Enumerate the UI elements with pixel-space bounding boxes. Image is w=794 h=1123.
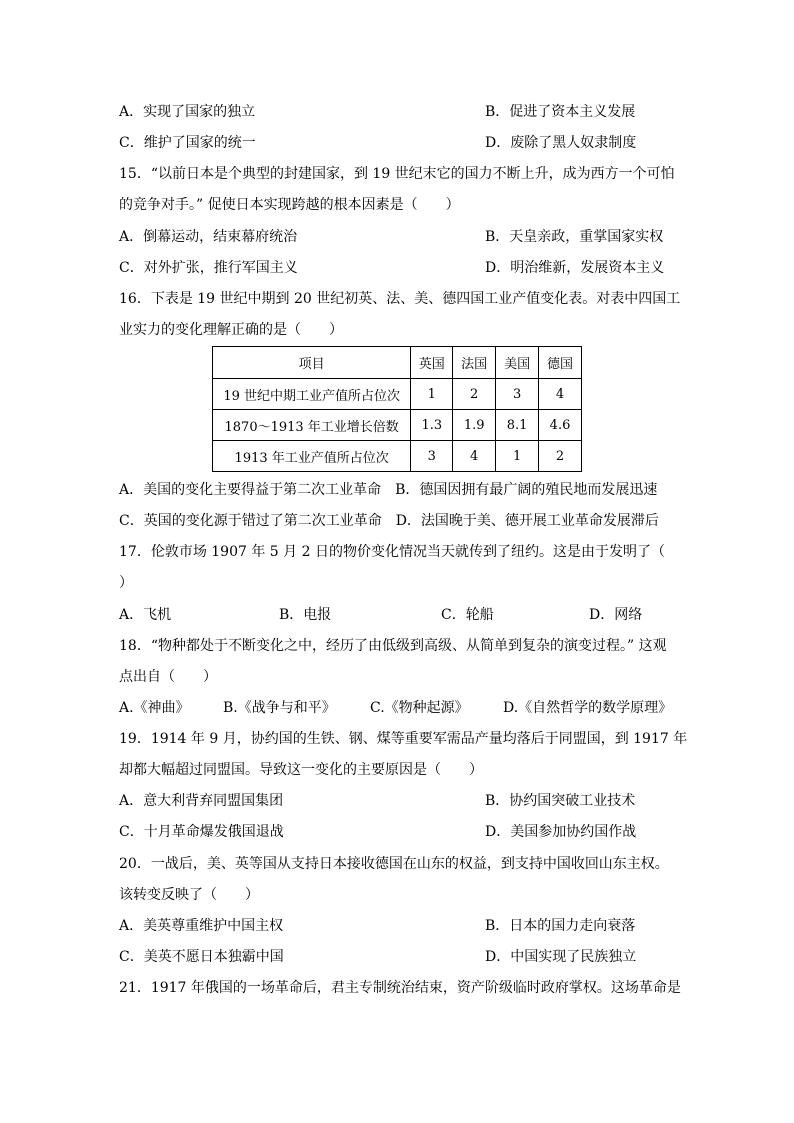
table-row-label: 1913 年工业产值所占位次 — [213, 441, 411, 472]
q17-option-b: B．电报 — [279, 607, 332, 623]
q20-stem-line-1: 20．一战后，美、英等国从支持日本接收德国在山东的权益，到支持中国收回山东主权。 — [119, 856, 669, 872]
table-cell: 1.9 — [453, 410, 496, 441]
table-cell: 4 — [539, 379, 582, 410]
q18-option-a: A.《神曲》 — [119, 700, 190, 716]
q18-option-b: B.《战争与和平》 — [223, 700, 336, 716]
q18-stem-line-1: 18．“物种都处于不断变化之中，经历了由低级到高级、从简单到复杂的演变过程。” 这观 — [119, 638, 667, 654]
q14-option-b: B．促进了资本主义发展 — [485, 104, 636, 120]
q19-stem-line-2: 却都大幅超过同盟国。导致这一变化的主要原因是（ ） — [119, 762, 483, 778]
q17-option-a: A．飞机 — [119, 607, 172, 623]
table-row — [213, 379, 582, 410]
q16-option-line-2: C．英国的变化源于错过了第二次工业革命 D．法国晚于美、德开展工业革命发展滞后 — [119, 513, 659, 529]
table-header-france: 法国 — [453, 347, 496, 379]
q18-option-d: D.《自然哲学的数学原理》 — [503, 700, 673, 716]
q16-stem-line-1: 16．下表是 19 世纪中期到 20 世纪初英、法、美、德四国工业产值变化表。对表中四国工 — [119, 291, 681, 307]
q15-option-a: A．倒幕运动，结束幕府统治 — [119, 229, 298, 245]
table-row-label: 1870～1913 年工业增长倍数 — [213, 410, 411, 441]
q19-option-a: A．意大利背弃同盟国集团 — [119, 793, 284, 809]
q19-stem-line-1: 19．1914 年 9 月，协约国的生铁、钢、煤等重要军需品产量均落后于同盟国，到 1917 年 — [119, 731, 688, 747]
q17-stem-line-1: 17．伦敦市场 1907 年 5 月 2 日的物价变化情况当天就传到了纽约。这是由于发明了（ — [119, 544, 665, 560]
q15-stem-line-2: 的竞争对手。” 促使日本实现跨越的根本因素是（ ） — [119, 197, 460, 213]
table-header-britain: 英国 — [411, 347, 453, 379]
q17-option-c: C．轮船 — [441, 607, 494, 623]
q19-option-row-1 — [119, 791, 636, 811]
q14-option-c: C．维护了国家的统一 — [119, 135, 256, 151]
q17-option-d: D．网络 — [589, 607, 643, 623]
q17-stem-line-2: ） — [119, 575, 133, 591]
industrial-output-table — [212, 346, 582, 472]
q15-option-row-2 — [119, 258, 665, 278]
q18-option-c: C.《物种起源》 — [370, 700, 469, 716]
q19-option-b: B．协约国突破工业技术 — [485, 793, 636, 809]
q20-option-row-2 — [119, 947, 637, 967]
table-header-item: 项目 — [213, 347, 411, 379]
table-cell: 1.3 — [411, 410, 453, 441]
table-cell: 2 — [539, 441, 582, 472]
q18-option-row — [119, 698, 673, 718]
q20-stem-line-2: 该转变反映了（ ） — [119, 887, 259, 903]
q19-option-d: D．美国参加协约国作战 — [485, 824, 637, 840]
q15-stem-line-1: 15．“以前日本是个典型的封建国家，到 19 世纪末它的国力不断上升，成为西方一个可怕 — [119, 166, 675, 182]
table-cell: 8.1 — [496, 410, 539, 441]
q20-option-b: B．日本的国力走向衰落 — [485, 918, 636, 934]
table-cell: 3 — [411, 441, 453, 472]
q19-option-row-2 — [119, 822, 637, 842]
q21-stem-line-1: 21．1917 年俄国的一场革命后，君主专制统治结束，资产阶级临时政府掌权。这场革命是 — [119, 980, 681, 996]
table-cell: 3 — [496, 379, 539, 410]
q14-option-d: D．废除了黑人奴隶制度 — [485, 135, 637, 151]
q14-option-row-2 — [119, 133, 637, 153]
q14-option-a: A．实现了国家的独立 — [119, 104, 256, 120]
q18-stem-line-2: 点出自（ ） — [119, 669, 217, 685]
table-cell: 1 — [496, 441, 539, 472]
table-cell: 2 — [453, 379, 496, 410]
q16-stem-line-2: 业实力的变化理解正确的是（ ） — [119, 322, 343, 338]
q20-option-d: D．中国实现了民族独立 — [485, 949, 637, 965]
table-header-row — [213, 347, 582, 379]
q17-option-row — [119, 605, 643, 625]
table-cell: 4 — [453, 441, 496, 472]
table-cell: 4.6 — [539, 410, 582, 441]
q19-option-c: C．十月革命爆发俄国退战 — [119, 824, 284, 840]
table-row-label: 19 世纪中期工业产值所占位次 — [213, 379, 411, 410]
q14-option-row-1 — [119, 102, 636, 122]
q15-option-c: C．对外扩张，推行军国主义 — [119, 260, 298, 276]
q20-option-c: C．美英不愿日本独霸中国 — [119, 949, 284, 965]
table-header-usa: 美国 — [496, 347, 539, 379]
q20-option-row-1 — [119, 916, 636, 936]
table-header-germany: 德国 — [539, 347, 582, 379]
q16-option-line-1: A．美国的变化主要得益于第二次工业革命 B．德国因拥有最广阔的殖民地而发展迅速 — [119, 482, 658, 498]
table-row — [213, 410, 582, 441]
q15-option-d: D．明治维新，发展资本主义 — [485, 260, 665, 276]
q15-option-row-1 — [119, 227, 664, 247]
q15-option-b: B．天皇亲政，重掌国家实权 — [485, 229, 664, 245]
table-cell: 1 — [411, 379, 453, 410]
table-row — [213, 441, 582, 472]
q20-option-a: A．美英尊重维护中国主权 — [119, 918, 284, 934]
